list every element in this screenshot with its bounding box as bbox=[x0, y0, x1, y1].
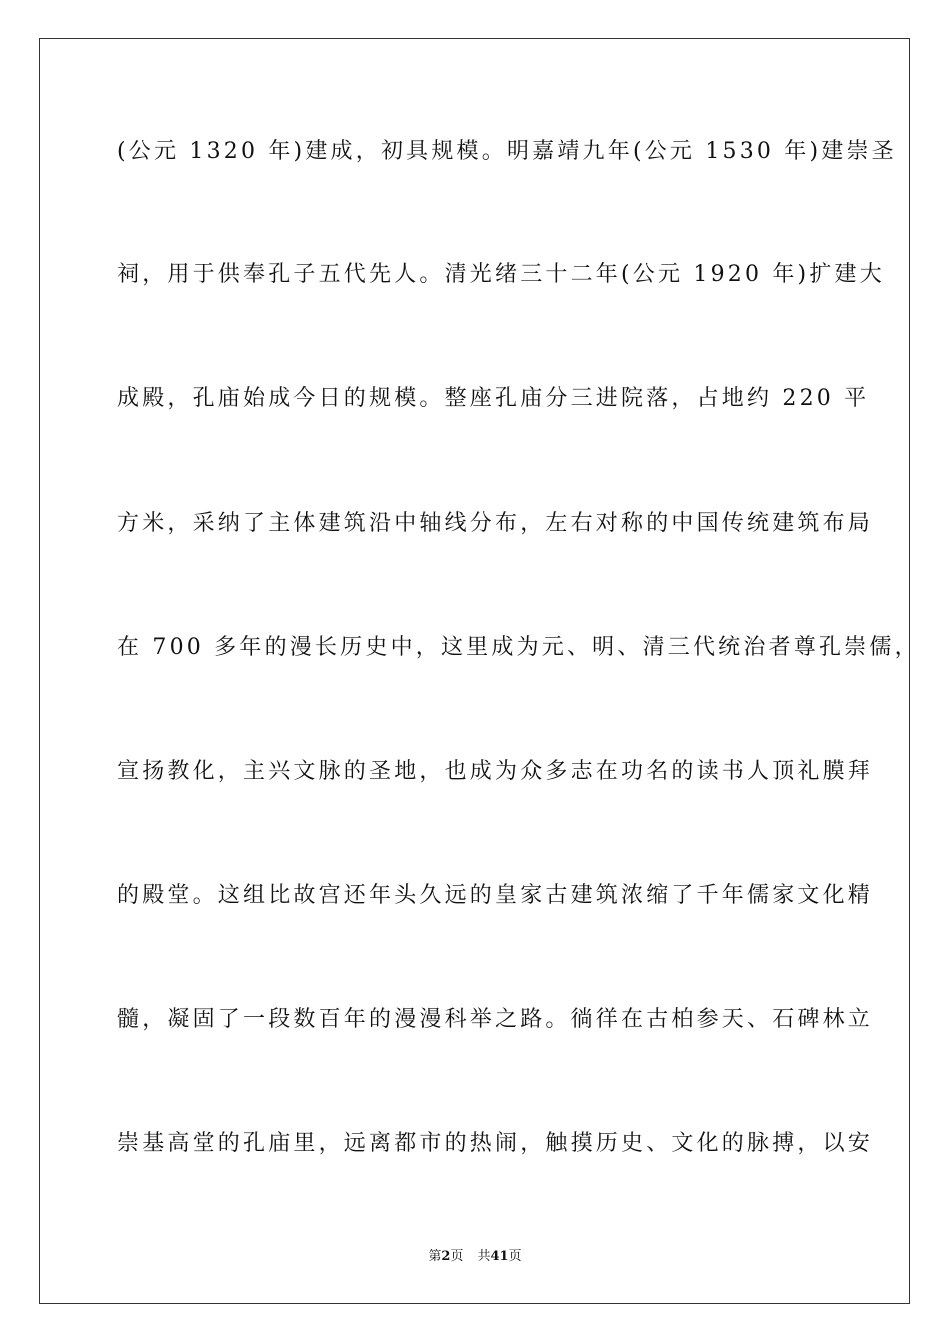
body-text-line-7: 的殿堂。这组比故宫还年头久远的皇家古建筑浓缩了千年儒家文化精 bbox=[117, 883, 874, 908]
body-text-line-4: 方米，采纳了主体建筑沿中轴线分布，左右对称的中国传统建筑布局 bbox=[117, 511, 874, 536]
body-text-line-2: 祠，用于供奉孔子五代先人。清光绪三十二年(公元 1920 年)扩建大 bbox=[117, 262, 885, 287]
total-prefix: 共 bbox=[477, 1249, 491, 1264]
body-text-line-5: 在 700 多年的漫长历史中，这里成为元、明、清三代统治者尊孔崇儒， bbox=[117, 635, 920, 660]
body-text-line-8: 髓，凝固了一段数百年的漫漫科举之路。徜徉在古柏参天、石碑林立 bbox=[117, 1007, 874, 1032]
page-number: 2 bbox=[441, 1249, 451, 1264]
page-prefix: 第 bbox=[428, 1249, 442, 1264]
page-suffix: 页 bbox=[450, 1249, 464, 1264]
body-text-line-3: 成殿，孔庙始成今日的规模。整座孔庙分三进院落，占地约 220 平 bbox=[117, 386, 870, 411]
body-text-line-9: 崇基高堂的孔庙里，远离都市的热闹，触摸历史、文化的脉搏，以安 bbox=[117, 1131, 874, 1156]
total-suffix: 页 bbox=[508, 1249, 522, 1264]
body-text-line-6: 宣扬教化，主兴文脉的圣地，也成为众多志在功名的读书人顶礼膜拜 bbox=[117, 759, 874, 784]
total-pages: 41 bbox=[490, 1249, 509, 1264]
page-footer bbox=[0, 1248, 950, 1266]
body-text-line-1: (公元 1320 年)建成，初具规模。明嘉靖九年(公元 1530 年)建崇圣 bbox=[117, 139, 897, 164]
page-frame bbox=[39, 38, 920, 1304]
